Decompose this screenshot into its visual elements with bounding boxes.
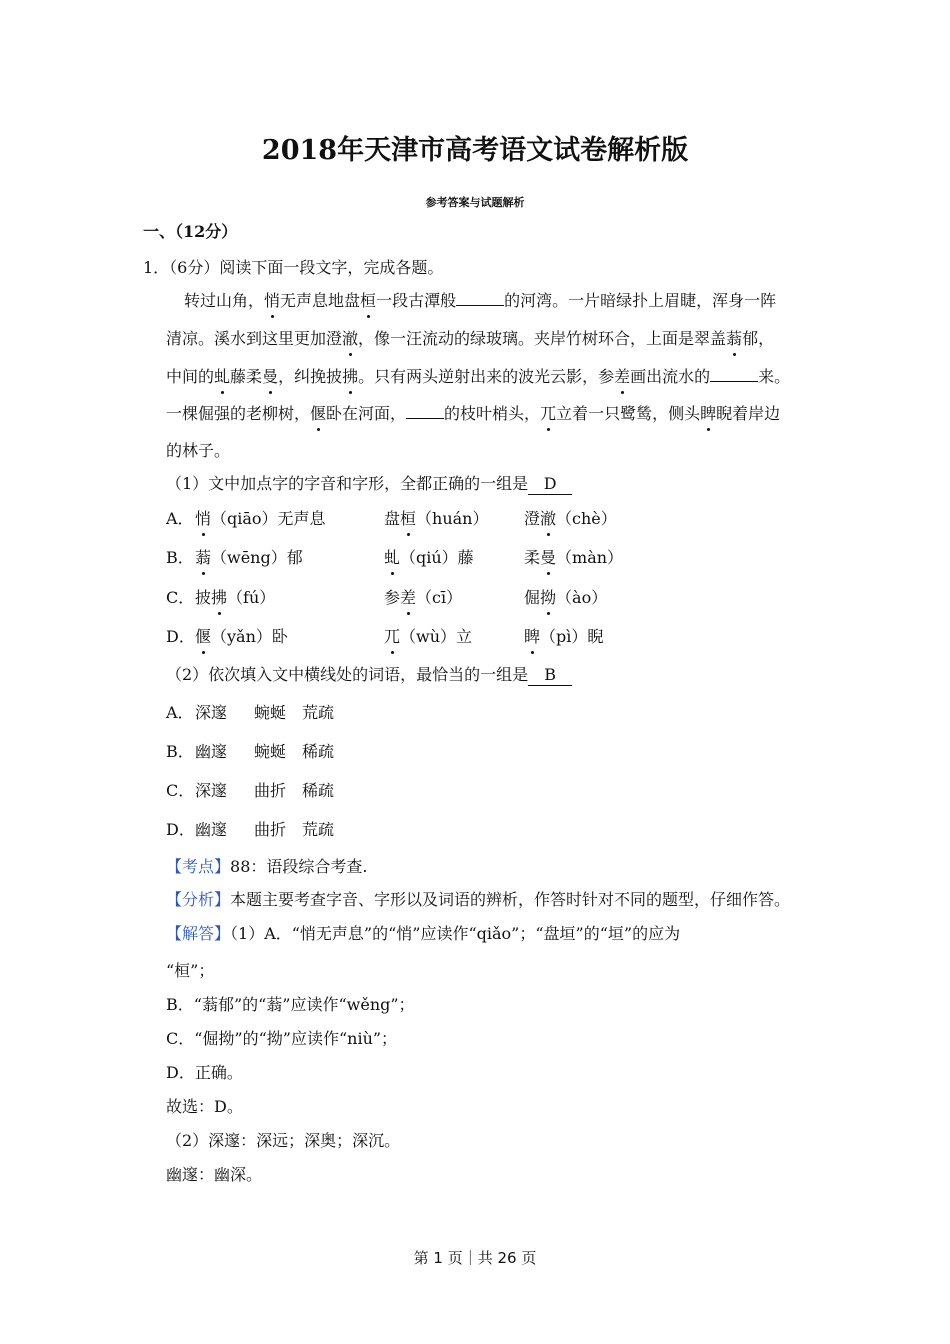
dotted-char: 拂	[211, 588, 228, 607]
jieda-tag: 【解答】	[166, 924, 231, 943]
fenxi-text: 本题主要考查字音、字形以及词语的辨析，作答时针对不同的题型，仔细作答。	[230, 890, 791, 909]
option-text: （màn）	[556, 548, 624, 567]
sub-question-2	[166, 665, 572, 686]
page-footer: 第 1 页｜共 26 页	[413, 1249, 537, 1267]
kaodian-line	[166, 857, 367, 877]
option-text: （fú）	[227, 588, 276, 607]
jieda-line	[166, 924, 680, 944]
text: 画出流水的	[630, 367, 711, 386]
explain-b: B．“蓊郁”的“蓊”应读作“wěng”；	[166, 995, 415, 1014]
option-text: （pì）睨	[540, 627, 604, 646]
option-text: 参	[384, 588, 401, 607]
option-text: 盘	[384, 509, 401, 528]
option-text: （huán）	[416, 509, 489, 528]
option-text: （cī）	[416, 588, 463, 607]
youxun-explain: 幽邃：幽深。	[166, 1165, 263, 1184]
option-row	[166, 509, 617, 529]
text: 一棵倔强的老柳树，	[166, 404, 311, 423]
kaodian-text: 88：语段综合考查.	[230, 857, 368, 876]
option-row	[166, 703, 335, 723]
dotted-char: 桓	[360, 291, 377, 310]
sub-question-1	[166, 474, 572, 495]
text: 的河湾。一片暗绿扑上眉睫，浑身一阵	[504, 291, 777, 310]
option-text: （chè）	[556, 509, 617, 528]
option-label: B．	[166, 742, 194, 761]
option-label: A．	[166, 703, 194, 722]
option-text: （ào）	[556, 588, 608, 607]
option-label: C．	[166, 781, 195, 800]
explain-c: C．“倔拗”的“拗”应读作“niù”；	[166, 1029, 398, 1048]
text: 立着一只鹭鸶，侧头	[556, 404, 701, 423]
option-text: 柔	[524, 548, 541, 567]
explain-d: D．正确。	[166, 1063, 243, 1082]
option-label: D．	[166, 820, 195, 839]
option-label: D．	[166, 627, 195, 646]
text: 。只有两头逆射出来的波光云影，参	[358, 367, 615, 386]
text: 的枝叶梢头，	[444, 404, 541, 423]
option-word: 蜿蜒	[254, 742, 287, 761]
dotted-char: 桓	[400, 509, 417, 528]
text: 藤柔	[230, 367, 263, 386]
option-row	[166, 548, 624, 568]
passage-line-3	[166, 367, 790, 387]
option-label: A．	[166, 509, 194, 528]
option-text: 倔	[524, 588, 541, 607]
sub-question-text: （2）依次填入文中横线处的词语，最恰当的一组是	[166, 665, 529, 684]
option-word: 深邃	[195, 703, 228, 722]
text: 转过山角，	[184, 291, 265, 310]
sub-question-text: （1）文中加点字的字音和字形，全都正确的一组是	[166, 474, 529, 493]
dotted-char: 拗	[540, 588, 557, 607]
fenxi-tag: 【分析】	[166, 890, 231, 909]
option-row	[166, 781, 335, 801]
dotted-char: 偃	[310, 404, 327, 423]
dotted-char: 悄	[264, 291, 281, 310]
page-title: 2018年天津市高考语文试卷解析版	[261, 135, 689, 166]
dotted-char: 虬	[214, 367, 231, 386]
text: 来。	[758, 367, 791, 386]
kaodian-tag: 【考点】	[166, 857, 231, 876]
question-stem: 1．（6分）阅读下面一段文字，完成各题。	[143, 258, 444, 277]
dotted-char: 偃	[195, 627, 212, 646]
section-heading: 一、（12分）	[143, 222, 238, 241]
option-text: （qiú）藤	[400, 548, 474, 567]
dotted-char: 兀	[540, 404, 557, 423]
dotted-char: 澈	[342, 329, 359, 348]
passage-line-5: 的林子。	[166, 441, 231, 460]
fill-blank-2	[710, 367, 758, 382]
answer-blank: D	[528, 474, 572, 495]
text: 一段古潭般	[376, 291, 457, 310]
text: ，像一汪流动的绿玻璃。夹岸竹树环合，上面是翠盖	[358, 329, 727, 348]
jieda-continuation: “桓”；	[166, 961, 215, 980]
answer-blank: B	[528, 665, 572, 686]
jieda-text: （1）A．“悄无声息”的“悄”应读作“qiǎo”；“盘垣”的“垣”的应为	[230, 924, 681, 943]
text: 无声息地盘	[280, 291, 361, 310]
sub2-explain: （2）深邃：深远；深奥；深沉。	[166, 1131, 401, 1150]
dotted-char: 兀	[384, 627, 401, 646]
passage-line-2	[166, 329, 774, 349]
option-word: 幽邃	[195, 820, 228, 839]
dotted-char: 睥	[524, 627, 541, 646]
option-text: 澄	[524, 509, 541, 528]
dotted-char: 拂	[342, 367, 359, 386]
dotted-char: 睥	[700, 404, 717, 423]
dotted-char: 虬	[384, 548, 401, 567]
dotted-char: 蓊	[726, 329, 743, 348]
passage-line-4	[166, 404, 780, 424]
option-word: 幽邃	[195, 742, 228, 761]
option-word: 稀疏	[302, 781, 335, 800]
option-row	[166, 627, 604, 647]
fill-blank-1	[456, 291, 504, 306]
page-subtitle: 参考答案与试题解析	[425, 196, 525, 209]
option-word: 荒疏	[302, 820, 335, 839]
option-word: 曲折	[254, 820, 287, 839]
text: 卧在河面，	[326, 404, 407, 423]
option-word: 荒疏	[302, 703, 335, 722]
option-text: （yǎn）卧	[211, 627, 288, 646]
fenxi-line	[166, 890, 790, 910]
fill-blank-3	[406, 404, 444, 419]
option-row	[166, 588, 608, 608]
text: 中间的	[166, 367, 215, 386]
dotted-char: 蓊	[195, 548, 212, 567]
option-label: B．	[166, 548, 194, 567]
dotted-char: 差	[614, 367, 631, 386]
text: 睨着岸边	[716, 404, 781, 423]
passage-line-1	[184, 291, 776, 311]
choose-line: 故选：D。	[166, 1097, 243, 1116]
dotted-char: 曼	[540, 548, 557, 567]
option-word: 深邃	[195, 781, 228, 800]
text: 郁，	[742, 329, 775, 348]
dotted-char: 澈	[540, 509, 557, 528]
dotted-char: 差	[400, 588, 417, 607]
option-word: 稀疏	[302, 742, 335, 761]
option-word: 曲折	[254, 781, 287, 800]
option-row	[166, 742, 335, 762]
option-text: （qiāo）无声息	[211, 509, 326, 528]
option-text: （wēng）郁	[211, 548, 303, 567]
option-word: 蜿蜒	[254, 703, 287, 722]
text: ，纠挽披	[278, 367, 343, 386]
text: 清凉。溪水到这里更加澄	[166, 329, 343, 348]
option-text: （wù）立	[400, 627, 473, 646]
dotted-char: 悄	[195, 509, 212, 528]
option-label: C．	[166, 588, 195, 607]
option-row	[166, 820, 335, 840]
dotted-char: 曼	[262, 367, 279, 386]
option-text: 披	[195, 588, 212, 607]
